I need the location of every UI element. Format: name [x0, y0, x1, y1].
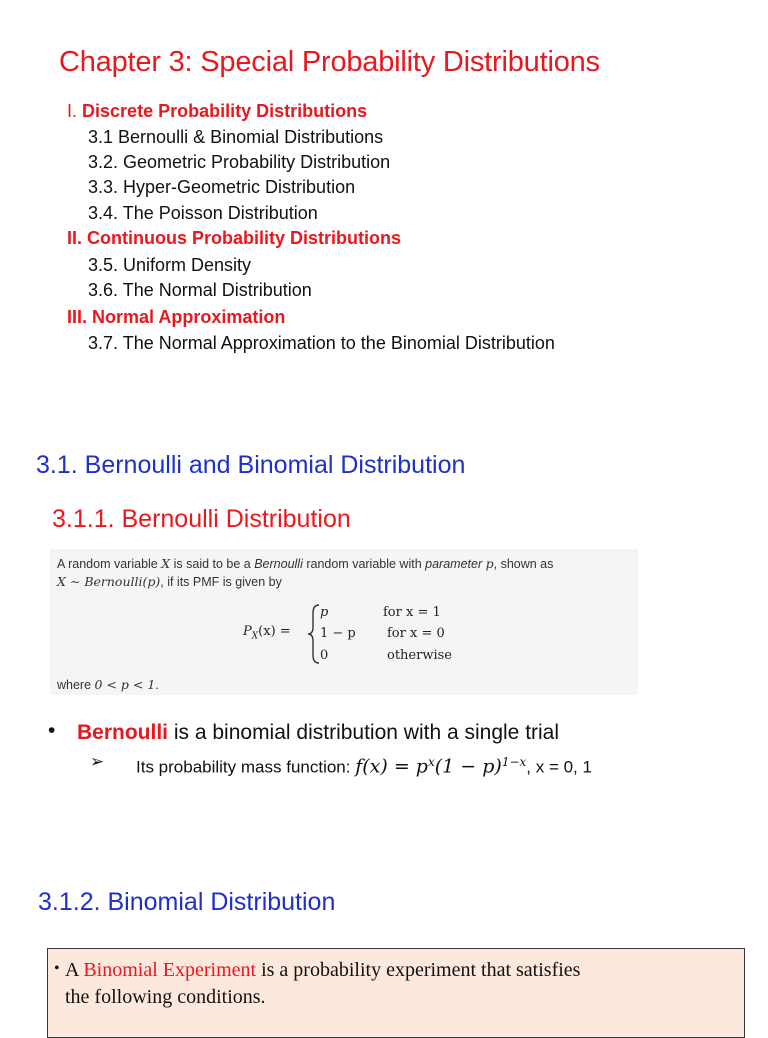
toc-item: 3.3. Hyper-Geometric Distribution: [88, 177, 356, 197]
bernoulli-definition-box: [50, 549, 638, 695]
toc-section-3: III. Normal Approximation: [67, 307, 286, 327]
arrow-bullet-icon: ➢: [90, 752, 105, 771]
binomial-line-2: the following conditions.: [65, 986, 266, 1008]
binomial-experiment-box: [47, 948, 745, 1038]
pmf-case-condition: otherwise: [387, 648, 452, 663]
bernoulli-highlight: Bernoulli: [77, 721, 169, 744]
pmf-case-value: p: [320, 605, 329, 620]
section-3-1-title: 3.1. Bernoulli and Binomial Distribution: [36, 451, 466, 479]
toc-item: 3.4. The Poisson Distribution: [88, 203, 318, 223]
pmf-case-value: 1 − p: [320, 626, 356, 641]
bullet-dot-icon: •: [48, 719, 56, 742]
toc-section-1-prefix: I.: [67, 101, 78, 121]
definition-line-2: X ∼ Bernoulli(p), if its PMF is given by: [57, 574, 282, 589]
toc-section-2: II. Continuous Probability Distributions: [67, 228, 401, 248]
bernoulli-bullet: Bernoulli is a binomial distribution with a single trial: [77, 721, 560, 744]
toc-section-1: [67, 101, 367, 122]
chapter-title: Chapter 3: Special Probability Distributions: [59, 46, 600, 78]
section-3-1-1-title: 3.1.1. Bernoulli Distribution: [52, 505, 351, 533]
section-3-1-2-title: 3.1.2. Binomial Distribution: [38, 888, 336, 916]
definition-where: where 0 < p < 1.: [57, 677, 159, 692]
bullet-dot-icon: •: [54, 960, 60, 977]
toc-item: 3.5. Uniform Density: [88, 255, 252, 275]
pmf-lhs: $P_X(x)$ =: [243, 624, 291, 642]
toc-section-1-label: Discrete Probability Distributions: [82, 101, 368, 121]
toc-item: 3.1 Bernoulli & Binomial Distributions: [88, 127, 384, 147]
pmf-sub-bullet: Its probability mass function: $f(x) = p^x(1 - p)^{1-x}$, x = 0, 1: [136, 755, 592, 778]
binomial-highlight: Binomial Experiment: [83, 959, 257, 981]
toc-item: 3.6. The Normal Distribution: [88, 280, 312, 300]
pmf-case-condition: for x = 0: [387, 626, 445, 641]
pmf-case-value: 0: [320, 648, 329, 663]
pmf-case-condition: for x = 1: [383, 605, 441, 620]
toc-item: 3.7. The Normal Approximation to the Binomial Distribution: [88, 333, 555, 353]
toc-item: 3.2. Geometric Probability Distribution: [88, 152, 391, 172]
definition-line-1: A random variable X is said to be a Bernoulli random variable with parameter p, shown as: [57, 556, 554, 571]
binomial-line-1: A Binomial Experiment is a probability experiment that satisfies: [65, 959, 581, 981]
